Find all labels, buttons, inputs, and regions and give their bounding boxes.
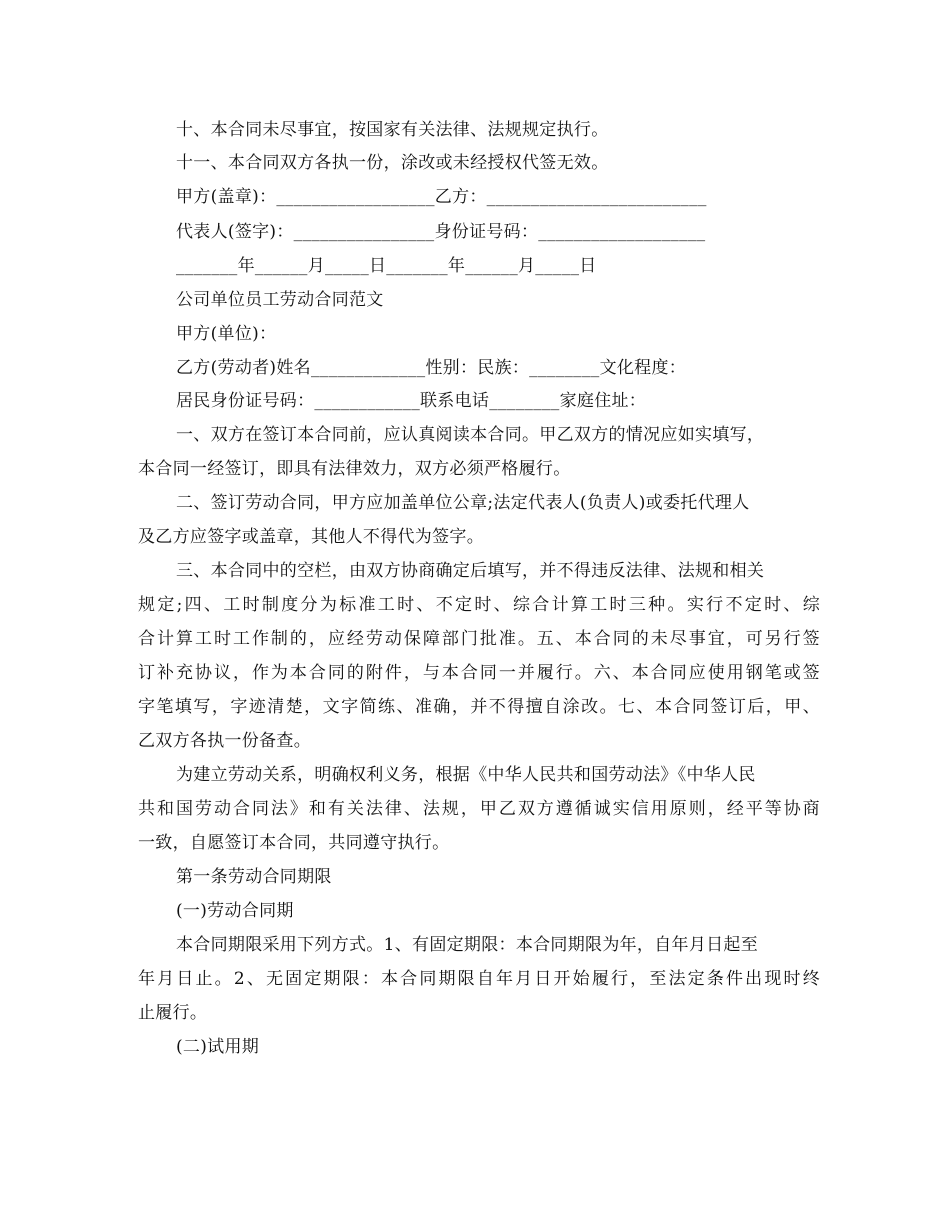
paragraph-line: 规定;四、工时制度分为标准工时、不定时、综合计算工时三种。实行不定时、综 <box>138 595 820 615</box>
subsection-heading: (一)劳动合同期 <box>176 901 294 921</box>
signing-date-line: _______年______月_____日_______年______月_____日 <box>176 256 597 276</box>
paragraph-line: 共和国劳动合同法》和有关法律、法规，甲乙双方遵循诚实信用原则，经平等协商 <box>138 799 820 819</box>
paragraph-line: 乙双方各执一份备查。 <box>138 731 311 751</box>
paragraph-line: 及乙方应签字或盖章，其他人不得代为签字。 <box>138 527 484 547</box>
id-phone-address: 居民身份证号码：____________联系电话________家庭住址： <box>176 391 647 411</box>
paragraph-line: 订补充协议，作为本合同的附件，与本合同一并履行。六、本合同应使用钢笔或签 <box>138 663 820 683</box>
party-a-unit: 甲方(单位)： <box>176 324 277 344</box>
paragraph-line: 二、签订劳动合同，甲方应加盖单位公章;法定代表人(负责人)或委托代理人 <box>176 493 750 513</box>
paragraph-line: 本合同一经签订，即具有法律效力，双方必须严格履行。 <box>138 459 571 479</box>
clause-11: 十一、本合同双方各执一份，涂改或未经授权代签无效。 <box>176 153 609 173</box>
party-a-b-seal-line: 甲方(盖章)：__________________乙方：_________________________ <box>176 187 707 207</box>
subsection-heading: (二)试用期 <box>176 1037 260 1057</box>
article-1-heading: 第一条劳动合同期限 <box>176 867 332 887</box>
paragraph-line: 一致，自愿签订本合同，共同遵守执行。 <box>138 833 450 853</box>
paragraph-line: 字笔填写，字迹清楚，文字简练、准确，并不得擅自涂改。七、本合同签订后，甲、 <box>138 697 820 717</box>
paragraph-line: 止履行。 <box>138 1003 208 1023</box>
party-b-info: 乙方(劳动者)姓名_____________性别：民族：________文化程度： <box>176 358 687 378</box>
paragraph-line: 一、双方在签订本合同前，应认真阅读本合同。甲乙双方的情况应如实填写， <box>176 425 765 445</box>
representative-id-line: 代表人(签字)：________________身份证号码：___________________ <box>176 222 706 242</box>
paragraph-line: 为建立劳动关系，明确权利义务，根据《中华人民共和国劳动法》《中华人民 <box>176 765 756 785</box>
paragraph-line: 三、本合同中的空栏，由双方协商确定后填写，并不得违反法律、法规和相关 <box>176 561 765 581</box>
section-title: 公司单位员工劳动合同范文 <box>176 290 384 310</box>
paragraph-line: 本合同期限采用下列方式。1、有固定期限：本合同期限为年，自年月日起至 <box>176 935 759 955</box>
clause-10: 十、本合同未尽事宜，按国家有关法律、法规规定执行。 <box>176 120 609 140</box>
paragraph-line: 年月日止。2、无固定期限：本合同期限自年月日开始履行，至法定条件出现时终 <box>138 969 820 989</box>
paragraph-line: 合计算工时工作制的，应经劳动保障部门批准。五、本合同的未尽事宜，可另行签 <box>138 629 820 649</box>
